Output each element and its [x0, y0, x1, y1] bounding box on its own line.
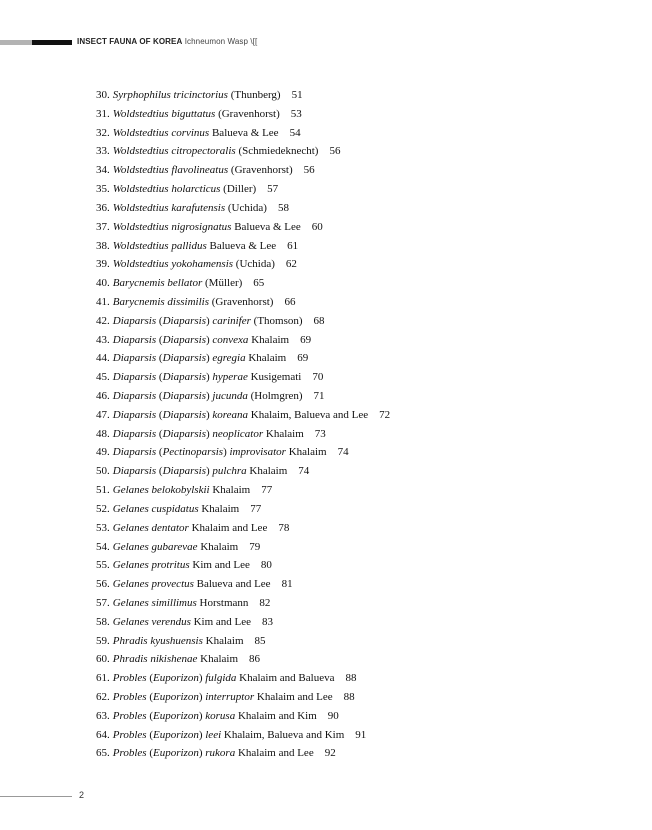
list-item — [96, 707, 616, 726]
entry-number: 56. — [96, 578, 110, 591]
author-text: ) — [198, 709, 206, 722]
entry-page-number: 61 — [287, 239, 299, 252]
list-item — [96, 462, 616, 481]
entry-page-number: 54 — [289, 126, 301, 139]
list-item — [96, 86, 616, 105]
entry-page-number: 51 — [291, 89, 303, 101]
author-text: (Gravenhorst) — [228, 164, 293, 177]
entry-page-number: 57 — [267, 183, 279, 196]
taxon-name: Diaparsis — [162, 465, 206, 478]
entry-page-number: 83 — [262, 615, 274, 628]
author-text: ) — [205, 352, 213, 365]
entry-number: 46. — [96, 390, 110, 402]
list-item — [96, 726, 616, 745]
taxon-name: Diaparsis — [112, 390, 157, 402]
author-text: Khalaim — [248, 333, 290, 346]
entry-number: 42. — [96, 314, 110, 327]
entry-page-number: 88 — [345, 672, 357, 685]
entry-page-number: 66 — [284, 295, 296, 308]
author-text: (Thomson) — [250, 314, 303, 327]
entry-page-number: 72 — [379, 408, 391, 421]
entry-page-number: 62 — [285, 258, 297, 271]
entry-number: 32. — [96, 126, 110, 139]
entry-page-number: 74 — [298, 465, 310, 478]
taxon-name: Diaparsis — [112, 465, 157, 478]
author-text: Khalaim and Lee — [235, 747, 314, 760]
author-text: (Uchida) — [225, 201, 267, 214]
list-item — [96, 349, 616, 368]
entry-page-number: 71 — [313, 390, 325, 402]
entry-page-number: 56 — [329, 145, 341, 158]
taxon-name: Diaparsis — [112, 352, 157, 365]
entry-page-number: 91 — [355, 728, 367, 741]
list-item — [96, 124, 616, 143]
author-text: (Gravenhorst) — [209, 295, 274, 308]
entry-number: 58. — [96, 615, 110, 628]
entry-page-number: 74 — [337, 446, 349, 459]
taxon-name: Diaparsis — [112, 333, 157, 346]
book-subtitle: Ichneumon Wasp — [184, 37, 249, 46]
taxon-name: Syrphophilus tricinctorius — [112, 89, 228, 101]
author-text: ( — [156, 465, 163, 478]
author-text: Khalaim — [202, 634, 244, 647]
entry-page-number: 69 — [300, 333, 312, 346]
author-text: ( — [146, 691, 153, 703]
taxon-name: koreana — [212, 408, 249, 421]
taxon-name: Gelanes cuspidatus — [112, 502, 199, 515]
list-item — [96, 538, 616, 557]
entry-number: 35. — [96, 183, 110, 196]
taxon-name: Woldstedtius nigrosignatus — [112, 220, 232, 233]
entry-page-number: 90 — [327, 709, 339, 722]
entry-page-number: 68 — [313, 314, 325, 327]
author-text: ) — [198, 747, 206, 760]
entry-number: 47. — [96, 408, 110, 421]
entry-page-number: 73 — [314, 427, 326, 440]
taxon-name: Diaparsis — [162, 427, 206, 440]
author-text: ) — [205, 333, 213, 346]
author-text: ) — [198, 672, 206, 685]
list-item — [96, 293, 616, 312]
list-item — [96, 368, 616, 387]
entry-number: 65. — [96, 747, 110, 760]
entry-page-number: 92 — [324, 747, 336, 760]
author-text: ( — [156, 446, 163, 459]
list-item — [96, 199, 616, 218]
entry-number: 44. — [96, 352, 110, 365]
list-item — [96, 650, 616, 669]
author-text: Balueva & Lee — [206, 239, 277, 252]
entry-number: 52. — [96, 502, 110, 515]
entry-number: 61. — [96, 672, 110, 685]
author-text: ) — [205, 465, 213, 478]
list-item — [96, 688, 616, 707]
author-text: ) — [223, 446, 230, 459]
taxon-name: improvisator — [229, 446, 286, 459]
taxon-name: convexa — [212, 333, 249, 346]
taxon-name: Woldstedtius karafutensis — [112, 201, 226, 214]
author-text: Khalaim — [197, 653, 239, 666]
list-item — [96, 387, 616, 406]
author-text: Balueva and Lee — [193, 578, 271, 591]
header-bar-gray — [0, 40, 32, 45]
taxon-name: Diaparsis — [112, 446, 157, 459]
author-text: ( — [156, 408, 163, 421]
author-text: ( — [156, 371, 163, 384]
taxon-name: hyperae — [212, 371, 248, 384]
author-text: (Gravenhorst) — [215, 107, 280, 120]
entry-page-number: 85 — [254, 634, 266, 647]
list-item — [96, 744, 616, 763]
page-number: 2 — [79, 790, 85, 800]
author-text: ( — [156, 390, 163, 402]
author-text: Khalaim — [263, 427, 304, 440]
author-text: Khalaim and Balueva — [236, 672, 335, 685]
entry-page-number: 78 — [278, 521, 290, 534]
taxon-name: Euporizon — [152, 691, 199, 703]
entry-page-number: 86 — [249, 653, 261, 666]
author-text: Khalaim — [285, 446, 327, 459]
taxon-name: Diaparsis — [112, 427, 157, 440]
author-text: ) — [205, 314, 213, 327]
author-text: (Thunberg) — [227, 89, 281, 101]
header-marker: \[[ — [250, 37, 258, 46]
taxon-name: korusa — [205, 709, 236, 722]
author-text: Khalaim and Lee — [254, 691, 333, 703]
taxon-name: Diaparsis — [162, 352, 206, 365]
entry-page-number: 81 — [281, 578, 293, 591]
taxon-name: Diaparsis — [162, 371, 206, 384]
list-item — [96, 575, 616, 594]
entry-number: 31. — [96, 107, 110, 120]
entry-number: 45. — [96, 371, 110, 384]
taxon-name: Barycnemis dissimilis — [112, 295, 209, 308]
author-text: Khalaim — [209, 484, 251, 497]
taxon-name: interruptor — [205, 691, 255, 703]
author-text: Khalaim, Balueva and Kim — [221, 728, 345, 741]
entry-number: 62. — [96, 691, 110, 703]
entry-number: 57. — [96, 596, 110, 609]
taxon-name: Euporizon — [152, 747, 199, 760]
author-text: ) — [205, 371, 213, 384]
list-item — [96, 481, 616, 500]
entry-page-number: 88 — [343, 691, 355, 703]
author-text: Khalaim — [198, 502, 240, 515]
taxon-name: Woldstedtius corvinus — [112, 126, 210, 139]
taxon-name: Probles — [112, 672, 147, 685]
list-item — [96, 255, 616, 274]
author-text: Kim and Lee — [190, 615, 252, 628]
list-item — [96, 443, 616, 462]
list-item — [96, 594, 616, 613]
list-item — [96, 425, 616, 444]
entry-page-number: 77 — [250, 502, 262, 515]
taxon-name: Diaparsis — [162, 390, 206, 402]
taxon-name: Euporizon — [152, 672, 199, 685]
entry-number: 30. — [96, 89, 110, 101]
list-item — [96, 613, 616, 632]
entry-number: 60. — [96, 653, 110, 666]
author-text: ( — [156, 352, 163, 365]
author-text: ( — [146, 747, 153, 760]
taxon-name: Gelanes belokobylskii — [112, 484, 210, 497]
list-item — [96, 500, 616, 519]
taxon-name: egregia — [212, 352, 246, 365]
entry-number: 48. — [96, 427, 110, 440]
author-text: (Müller) — [202, 277, 243, 290]
list-item — [96, 556, 616, 575]
entry-number: 55. — [96, 559, 110, 572]
taxon-name: Barycnemis bellator — [112, 277, 203, 290]
author-text: ) — [198, 691, 206, 703]
taxon-name: Euporizon — [152, 709, 199, 722]
taxon-name: Woldstedtius pallidus — [112, 239, 207, 252]
running-header — [77, 37, 257, 46]
taxon-name: Probles — [112, 728, 147, 741]
author-text: ) — [205, 408, 213, 421]
entry-number: 40. — [96, 277, 110, 290]
author-text: Horstmann — [196, 596, 249, 609]
list-item — [96, 331, 616, 350]
entry-number: 36. — [96, 201, 110, 214]
list-item — [96, 142, 616, 161]
list-item — [96, 519, 616, 538]
taxon-name: Gelanes dentator — [112, 521, 189, 534]
author-text: ) — [198, 728, 206, 741]
author-text: Khalaim and Lee — [188, 521, 268, 534]
taxon-name: Woldstedtius yokohamensis — [112, 258, 234, 271]
author-text: ) — [205, 390, 213, 402]
author-text: Khalaim and Kim — [235, 709, 317, 722]
entry-number: 63. — [96, 709, 110, 722]
entry-number: 34. — [96, 164, 110, 177]
entry-number: 43. — [96, 333, 110, 346]
list-item — [96, 218, 616, 237]
header-bar-black — [32, 40, 72, 45]
taxon-name: Diaparsis — [112, 408, 157, 421]
author-text: ) — [205, 427, 213, 440]
author-text: ( — [156, 333, 163, 346]
entry-page-number: 56 — [303, 164, 315, 177]
entry-page-number: 82 — [259, 596, 271, 609]
taxon-name: Pectinoparsis — [162, 446, 224, 459]
entry-number: 49. — [96, 446, 110, 459]
taxon-name: Diaparsis — [112, 371, 157, 384]
species-list — [96, 86, 616, 763]
entry-page-number: 65 — [253, 277, 265, 290]
list-item — [96, 237, 616, 256]
entry-number: 59. — [96, 634, 110, 647]
taxon-name: Probles — [112, 709, 147, 722]
entry-number: 41. — [96, 295, 110, 308]
list-item — [96, 274, 616, 293]
entry-number: 50. — [96, 465, 110, 478]
list-item — [96, 180, 616, 199]
entry-page-number: 77 — [261, 484, 273, 497]
entry-number: 39. — [96, 258, 110, 271]
taxon-name: Probles — [112, 691, 147, 703]
author-text: (Uchida) — [233, 258, 275, 271]
taxon-name: pulchra — [212, 465, 247, 478]
taxon-name: Gelanes provectus — [112, 578, 194, 591]
entry-number: 64. — [96, 728, 110, 741]
author-text: ( — [146, 709, 153, 722]
list-item — [96, 632, 616, 651]
taxon-name: fulgida — [205, 672, 237, 685]
author-text: Balueva & Lee — [209, 126, 279, 139]
taxon-name: Diaparsis — [162, 408, 206, 421]
author-text: Kim and Lee — [189, 559, 250, 572]
author-text: (Holmgren) — [247, 390, 303, 402]
taxon-name: Phradis nikishenae — [112, 653, 198, 666]
author-text: Balueva & Lee — [231, 220, 301, 233]
author-text: Khalaim, Balueva and Lee — [248, 408, 369, 421]
taxon-name: Euporizon — [152, 728, 199, 741]
author-text: (Schmiedeknecht) — [235, 145, 319, 158]
author-text: ( — [146, 728, 153, 741]
taxon-name: Gelanes simillimus — [112, 596, 197, 609]
author-text: Khalaim — [246, 465, 288, 478]
list-item — [96, 105, 616, 124]
author-text: Khalaim — [245, 352, 287, 365]
author-text: Khalaim — [197, 540, 239, 553]
taxon-name: Diaparsis — [112, 314, 157, 327]
author-text: Kusigemati — [247, 371, 302, 384]
entry-page-number: 60 — [311, 220, 323, 233]
list-item — [96, 312, 616, 331]
entry-number: 53. — [96, 521, 110, 534]
entry-page-number: 79 — [249, 540, 261, 553]
taxon-name: Phradis kyushuensis — [112, 634, 203, 647]
entry-number: 38. — [96, 239, 110, 252]
taxon-name: Diaparsis — [162, 333, 206, 346]
entry-number: 33. — [96, 145, 110, 158]
list-item — [96, 669, 616, 688]
author-text: ( — [156, 314, 163, 327]
entry-number: 54. — [96, 540, 110, 553]
entry-number: 51. — [96, 484, 110, 497]
taxon-name: Gelanes protritus — [112, 559, 190, 572]
list-item — [96, 161, 616, 180]
taxon-name: neoplicator — [212, 427, 264, 440]
taxon-name: jucunda — [212, 390, 248, 402]
entry-number: 37. — [96, 220, 110, 233]
author-text: ( — [156, 427, 163, 440]
author-text: ( — [146, 672, 153, 685]
entry-page-number: 80 — [260, 559, 272, 572]
list-item — [96, 406, 616, 425]
entry-page-number: 53 — [290, 107, 302, 120]
entry-page-number: 69 — [297, 352, 309, 365]
taxon-name: carinifer — [212, 314, 251, 327]
book-title: INSECT FAUNA OF KOREA — [77, 37, 183, 46]
taxon-name: Gelanes gubarevae — [112, 540, 198, 553]
footer-rule — [0, 796, 72, 797]
taxon-name: Woldstedtius flavolineatus — [112, 164, 229, 177]
taxon-name: Diaparsis — [162, 314, 206, 327]
entry-page-number: 58 — [277, 201, 289, 214]
taxon-name: Gelanes verendus — [112, 615, 191, 628]
author-text: (Diller) — [220, 183, 257, 196]
taxon-name: Woldstedtius biguttatus — [112, 107, 216, 120]
taxon-name: leei — [205, 728, 222, 741]
taxon-name: Probles — [112, 747, 147, 760]
taxon-name: Woldstedtius holarcticus — [112, 183, 221, 196]
entry-page-number: 70 — [312, 371, 324, 384]
taxon-name: Woldstedtius citropectoralis — [112, 145, 236, 158]
taxon-name: rukora — [205, 747, 236, 760]
